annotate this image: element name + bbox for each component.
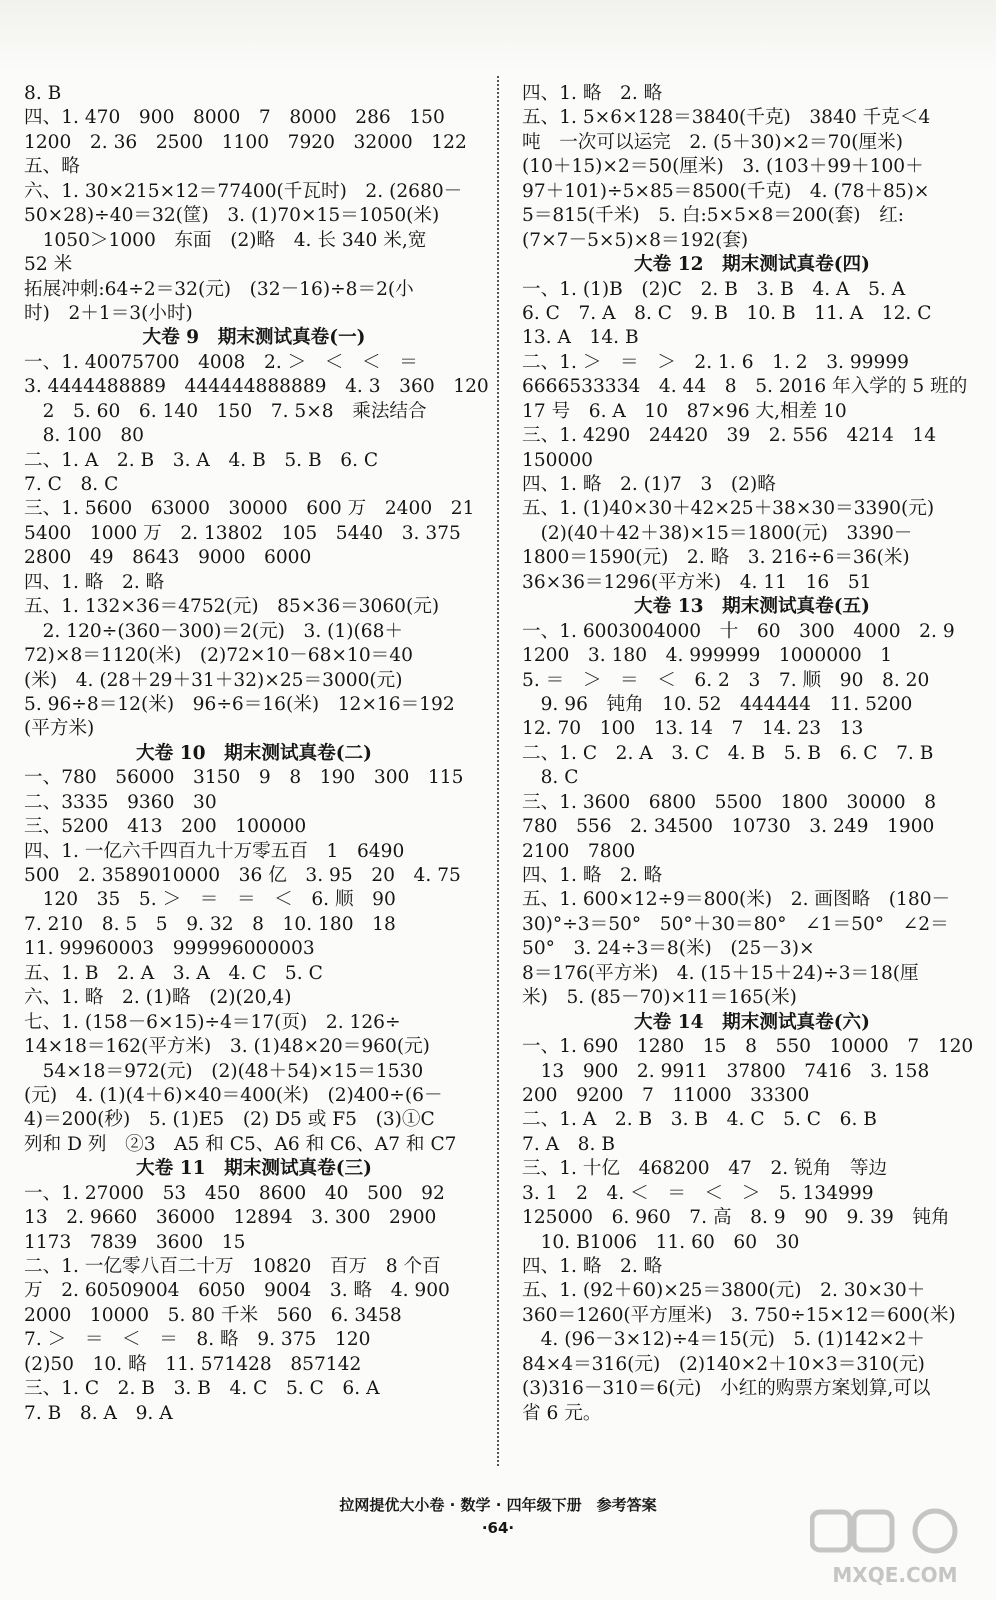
answer-line: 1050＞1000 东面 (2)略 4. 长 340 米,宽 bbox=[24, 229, 427, 251]
answer-line: 五、1. 600×12÷9＝800(米) 2. 画图略 (180－ bbox=[522, 889, 951, 911]
answer-line: (平方米) bbox=[24, 718, 95, 740]
left-answer-column bbox=[24, 82, 489, 1426]
book-title: 拉网提优大小卷 · 数学 · 四年级下册 参考答案 bbox=[339, 1496, 657, 1514]
answer-line: 3. 1 2 4. ＜ ＝ ＜ ＞ 5. 134999 bbox=[522, 1182, 874, 1204]
answer-line: 三、1. 3600 6800 5500 1800 30000 8 bbox=[522, 791, 937, 813]
answer-line: 五、1. B 2. A 3. A 4. C 5. C bbox=[24, 962, 323, 984]
answer-line: 五、略 bbox=[24, 156, 80, 178]
answer-line: 2100 7800 bbox=[522, 840, 636, 862]
answer-line: 8＝176(平方米) 4. (15＋15＋24)÷3＝18(厘 bbox=[522, 962, 919, 984]
answer-line: 11. 99960003 999996000003 bbox=[24, 938, 315, 960]
answer-line: 7. A 8. B bbox=[522, 1133, 615, 1155]
answer-line: 9. 96 钝角 10. 52 444444 11. 5200 bbox=[522, 693, 913, 715]
answer-line: 列和 D 列 ②3 A5 和 C5、A6 和 C6、A7 和 C7 bbox=[24, 1133, 457, 1155]
answer-line: (米) 4. (28＋29＋31＋32)×25＝3000(元) bbox=[24, 669, 403, 691]
answer-line: 六、1. 略 2. (1)略 (2)(20,4) bbox=[24, 987, 292, 1009]
answer-line: 1200 3. 180 4. 999999 1000000 1 bbox=[522, 645, 893, 667]
section-title: 大卷 13 期末测试真卷(五) bbox=[634, 596, 870, 618]
answer-line: 13 2. 9660 36000 12894 3. 300 2900 bbox=[24, 1207, 437, 1229]
answer-line: 5. ＝ ＞ ＝ ＜ 6. 2 3 7. 顺 90 8. 20 bbox=[522, 669, 930, 691]
answer-line: 一、1. 6003004000 十 60 300 4000 2. 9 bbox=[522, 620, 955, 642]
answer-line: 1200 2. 36 2500 1100 7920 32000 122 bbox=[24, 131, 467, 153]
answer-line: 米) 5. (85－70)×11＝165(米) bbox=[522, 987, 797, 1009]
answer-line: 四、1. 略 2. (1)7 3 (2)略 bbox=[522, 474, 776, 495]
answer-line: 吨 一次可以运完 2. (5＋30)×2＝70(厘米) bbox=[522, 131, 903, 153]
answer-line: (2)50 10. 略 11. 571428 857142 bbox=[24, 1353, 362, 1375]
answer-line: 8. 100 80 bbox=[24, 425, 144, 447]
answer-line: 10. B1006 11. 60 60 30 bbox=[522, 1231, 800, 1253]
answer-line: 200 9200 7 11000 33300 bbox=[522, 1084, 810, 1106]
answer-line: 二、3335 9360 30 bbox=[24, 791, 217, 813]
answer-line: 四、1. 略 2. 略 bbox=[522, 1256, 663, 1277]
answer-line: 5. 96÷8＝12(米) 96÷6＝16(米) 12×16＝192 bbox=[24, 693, 455, 715]
answer-line: 8. B bbox=[24, 83, 62, 104]
answer-line: 30)°÷3＝50° 50°＋30＝80° ∠1＝50° ∠2＝ bbox=[522, 913, 949, 935]
answer-line: 7. 210 8. 5 5 9. 32 8 10. 180 18 bbox=[24, 913, 396, 935]
answer-line: 5400 1000 万 2. 13802 105 5440 3. 375 bbox=[24, 522, 461, 544]
answer-line: 4)＝200(秒) 5. (1)E5 (2) D5 或 F5 (3)①C bbox=[24, 1109, 435, 1131]
answer-line: 12. 70 100 13. 14 7 14. 23 13 bbox=[522, 718, 864, 740]
answer-line: 13. A 14. B bbox=[522, 327, 639, 349]
answer-line: 7. B 8. A 9. A bbox=[24, 1402, 173, 1424]
answer-line: 二、1. A 2. B 3. A 4. B 5. B 6. C bbox=[24, 449, 379, 471]
answer-line: 二、1. ＞ ＝ ＞ 2. 1. 6 1. 2 3. 99999 bbox=[522, 351, 910, 373]
answer-line: 拓展冲刺:64÷2＝32(元) (32－16)÷8＝2(小 bbox=[24, 278, 414, 300]
section-title: 大卷 9 期末测试真卷(一) bbox=[142, 327, 366, 349]
answer-line: 三、1. 5600 63000 30000 600 万 2400 21 bbox=[24, 498, 475, 520]
section-title: 大卷 14 期末测试真卷(六) bbox=[634, 1011, 870, 1033]
answer-line: 六、1. 30×215×12＝77400(千瓦时) 2. (2680－ bbox=[24, 180, 463, 202]
answer-line: 四、1. 略 2. 略 bbox=[522, 83, 663, 104]
answer-line: 一、1. 27000 53 450 8600 40 500 92 bbox=[24, 1182, 445, 1204]
answer-line: 2000 10000 5. 80 千米 560 6. 3458 bbox=[24, 1304, 402, 1326]
answer-line: 时) 2＋1＝3(小时) bbox=[24, 302, 193, 324]
answer-line: 150000 bbox=[522, 449, 593, 471]
answer-line: 3. 4444488889 444444888889 4. 3 360 120 bbox=[24, 376, 489, 398]
answer-line: 五、1. (92＋60)×25＝3800(元) 2. 30×30＋ bbox=[522, 1280, 926, 1302]
section-title: 大卷 12 期末测试真卷(四) bbox=[634, 254, 870, 276]
section-title: 大卷 11 期末测试真卷(三) bbox=[136, 1158, 372, 1180]
answer-line: 一、1. 690 1280 15 8 550 10000 7 120 bbox=[522, 1036, 974, 1058]
answer-line: 97＋101)÷5×85＝8500(千克) 4. (78＋85)× bbox=[522, 180, 930, 202]
answer-line: 四、1. 一亿六千四百九十万零五百 1 6490 bbox=[24, 840, 405, 862]
answer-line: 万 2. 60509004 6050 9004 3. 略 4. 900 bbox=[24, 1280, 450, 1302]
answer-line: 三、5200 413 200 100000 bbox=[24, 816, 307, 838]
answer-line: (3)316－310＝6(元) 小红的购票方案划算,可以 bbox=[522, 1378, 931, 1400]
answer-line: 52 米 bbox=[24, 254, 73, 276]
answer-line: 四、1. 略 2. 略 bbox=[522, 865, 663, 886]
answer-line: 54×18＝972(元) (2)(48＋54)×15＝1530 bbox=[24, 1060, 424, 1082]
answer-line: 四、1. 470 900 8000 7 8000 286 150 bbox=[24, 107, 445, 129]
answer-line: 五、1. 132×36＝4752(元) 85×36＝3060(元) bbox=[24, 596, 440, 618]
answer-line: 14×18＝162(平方米) 3. (1)48×20＝960(元) bbox=[24, 1036, 430, 1058]
answer-line: (10＋15)×2＝50(厘米) 3. (103＋99＋100＋ bbox=[522, 156, 924, 178]
answer-line: 7. ＞ ＝ ＜ ＝ 8. 略 9. 375 120 bbox=[24, 1329, 371, 1351]
answer-line: 50×28)÷40＝32(筐) 3. (1)70×15＝1050(米) bbox=[24, 205, 440, 227]
scan-shadow bbox=[0, 0, 996, 70]
answer-line: 一、1. 40075700 4008 2. ＞ ＜ ＜ ＝ bbox=[24, 351, 418, 373]
answer-line: 6. C 7. A 8. C 9. B 10. B 11. A 12. C bbox=[522, 302, 932, 324]
answer-line: 二、1. 一亿零八百二十万 10820 百万 8 个百 bbox=[24, 1256, 441, 1277]
section-title: 大卷 10 期末测试真卷(二) bbox=[136, 742, 372, 764]
answer-line: 13 900 2. 9911 37800 7416 3. 158 bbox=[522, 1060, 930, 1082]
answer-line: 1800＝1590(元) 2. 略 3. 216÷6＝36(米) bbox=[522, 547, 910, 569]
answer-line: (元) 4. (1)(4＋6)×40＝400(米) (2)400÷(6－ bbox=[24, 1084, 443, 1106]
answer-line: (2)(40＋42＋38)×15＝1800(元) 3390－ bbox=[522, 522, 913, 544]
answer-line: 72)×8＝1120(米) (2)72×10－68×10＝40 bbox=[24, 645, 413, 667]
right-answer-column bbox=[522, 82, 982, 1426]
answer-line: 一、780 56000 3150 9 8 190 300 115 bbox=[24, 767, 464, 789]
answer-line: 二、1. C 2. A 3. C 4. B 5. B 6. C 7. B bbox=[522, 742, 934, 764]
answer-line: 84×4＝316(元) (2)140×2＋10×3＝310(元) bbox=[522, 1353, 925, 1375]
answer-line: (7×7－5×5)×8＝192(套) bbox=[522, 229, 749, 251]
svg-text:MXQE.COM: MXQE.COM bbox=[832, 1563, 958, 1587]
answer-line: 6666533334 4. 44 8 5. 2016 年入学的 5 班的 bbox=[522, 376, 968, 398]
answer-line: 四、1. 略 2. 略 bbox=[24, 571, 165, 593]
answer-line: 780 556 2. 34500 10730 3. 249 1900 bbox=[522, 816, 935, 838]
answer-line: 17 号 6. A 10 87×96 大,相差 10 bbox=[522, 400, 847, 422]
answer-line: 360＝1260(平方厘米) 3. 750÷15×12＝600(米) bbox=[522, 1304, 956, 1326]
answer-line: 7. C 8. C bbox=[24, 474, 119, 495]
answer-line: 500 2. 3589010000 36 亿 3. 95 20 4. 75 bbox=[24, 865, 461, 886]
answer-line: 1173 7839 3600 15 bbox=[24, 1231, 246, 1253]
answer-line: 五、1. (1)40×30＋42×25＋38×30＝3390(元) bbox=[522, 498, 935, 520]
answer-line: 8. C bbox=[522, 767, 579, 789]
answer-line: 5＝815(千米) 5. 白:5×5×8＝200(套) 红: bbox=[522, 205, 904, 227]
answer-line: 三、1. 十亿 468200 47 2. 锐角 等边 bbox=[522, 1158, 888, 1180]
answer-line: 2. 120÷(360－300)＝2(元) 3. (1)(68＋ bbox=[24, 620, 404, 642]
answer-line: 三、1. 4290 24420 39 2. 556 4214 14 bbox=[522, 425, 937, 447]
column-divider bbox=[497, 76, 499, 1466]
answer-line: 二、1. A 2. B 3. B 4. C 5. C 6. B bbox=[522, 1109, 877, 1131]
watermark-logo-icon bbox=[810, 1508, 980, 1590]
answer-line: 4. (96－3×12)÷4＝15(元) 5. (1)142×2＋ bbox=[522, 1329, 925, 1351]
answer-line: 省 6 元。 bbox=[522, 1402, 602, 1424]
page-number: ·64· bbox=[481, 1519, 515, 1537]
answer-line: 2 5. 60 6. 140 150 7. 5×8 乘法结合 bbox=[24, 400, 427, 422]
answer-line: 50° 3. 24÷3＝8(米) (25－3)× bbox=[522, 938, 815, 960]
answer-line: 一、1. (1)B (2)C 2. B 3. B 4. A 5. A bbox=[522, 278, 906, 300]
answer-line: 2800 49 8643 9000 6000 bbox=[24, 547, 312, 569]
answer-line: 125000 6. 960 7. 高 8. 9 90 9. 39 钝角 bbox=[522, 1207, 950, 1229]
answer-line: 七、1. (158－6×15)÷4＝17(页) 2. 126÷ bbox=[24, 1011, 401, 1033]
answer-line: 120 35 5. ＞ ＝ ＝ ＜ 6. 顺 90 bbox=[24, 889, 396, 911]
answer-line: 三、1. C 2. B 3. B 4. C 5. C 6. A bbox=[24, 1378, 380, 1400]
answer-line: 五、1. 5×6×128＝3840(千克) 3840 千克＜4 bbox=[522, 107, 931, 129]
answer-line: 36×36＝1296(平方米) 4. 11 16 51 bbox=[522, 571, 872, 593]
